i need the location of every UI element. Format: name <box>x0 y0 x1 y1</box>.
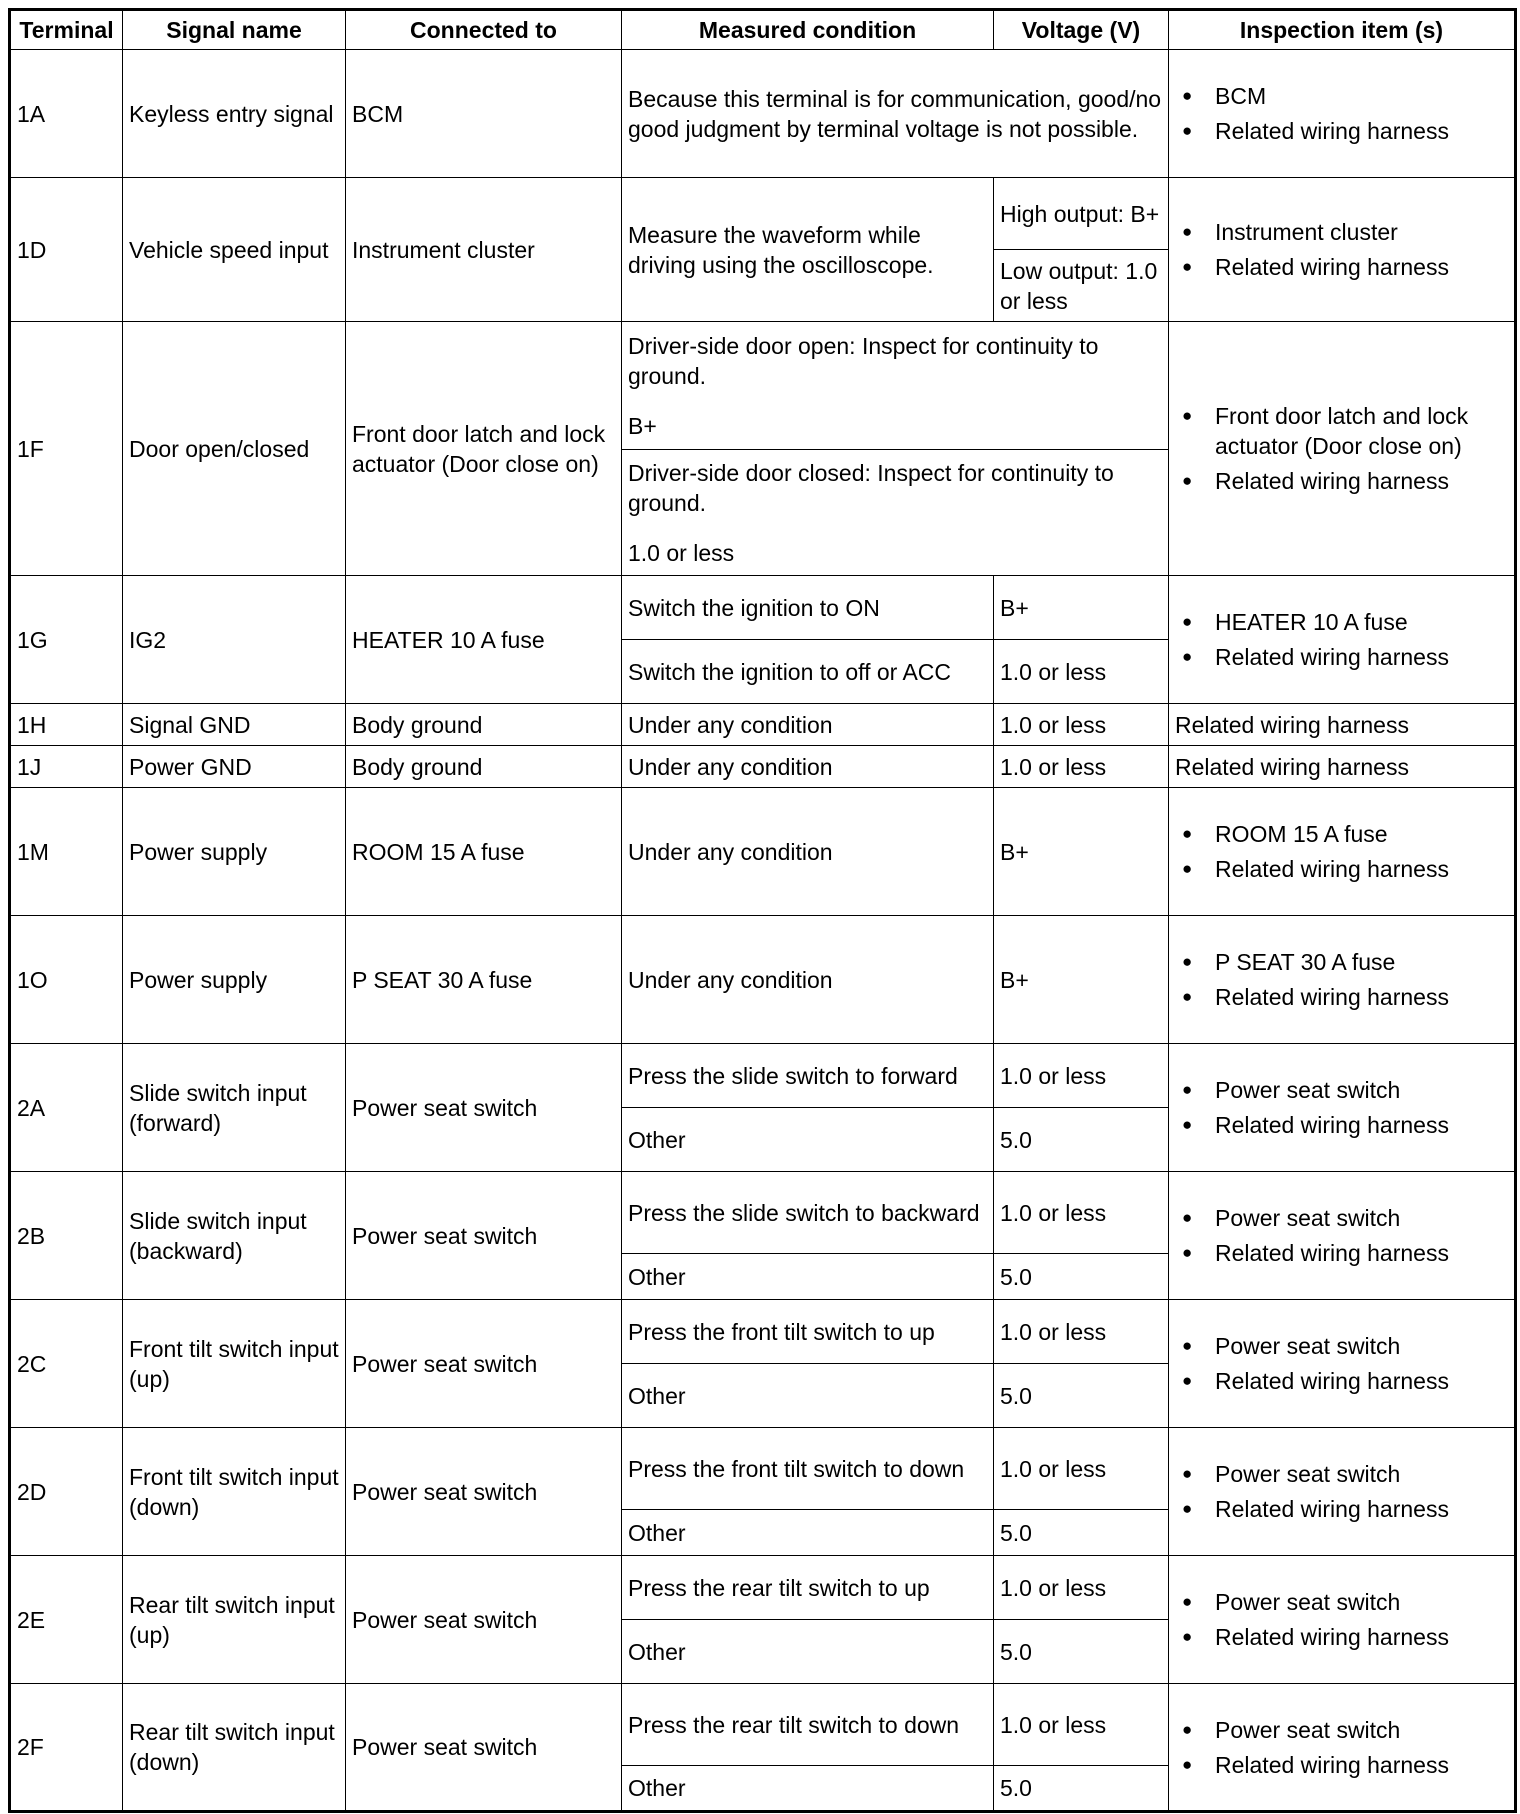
table-row <box>10 50 1516 178</box>
inspection-item: ● Power seat switch <box>1215 1587 1508 1617</box>
signal-name-cell: Door open/closed <box>123 322 346 576</box>
signal-name-cell: Signal GND <box>123 704 346 746</box>
voltage-cell: 1.0 or less <box>994 704 1169 746</box>
inspection-item: ● Instrument cluster <box>1215 217 1508 247</box>
terminal-cell: 1M <box>10 788 123 916</box>
condition-cell: Switch the ignition to off or ACC <box>622 640 994 704</box>
terminal-voltage-table <box>8 8 1517 1813</box>
table-row <box>10 322 1516 450</box>
condition-cell: Other <box>622 1108 994 1172</box>
inspection-list <box>1175 947 1508 1012</box>
terminal-cell: 2B <box>10 1172 123 1300</box>
condition-cell: Measure the waveform while driving using the oscilloscope. <box>622 178 994 322</box>
inspection-list <box>1175 607 1508 672</box>
condition-cell: Under any condition <box>622 916 994 1044</box>
voltage-cell: 1.0 or less <box>994 1044 1169 1108</box>
condition-cell: Other <box>622 1510 994 1556</box>
connected-to-cell: Power seat switch <box>346 1556 622 1684</box>
inspection-list <box>1175 81 1508 146</box>
condition-cell <box>622 450 1169 576</box>
voltage-cell: High output: B+ <box>994 178 1169 250</box>
table-row <box>10 916 1516 1044</box>
inspection-cell <box>1169 1684 1516 1812</box>
inspection-item: ● Power seat switch <box>1215 1331 1508 1361</box>
inspection-item: ● Related wiring harness <box>1215 1366 1508 1396</box>
table-row <box>10 1684 1516 1766</box>
condition-cell: Press the slide switch to backward <box>622 1172 994 1254</box>
inspection-item: ● Related wiring harness <box>1215 466 1508 496</box>
condition-cell: Switch the ignition to ON <box>622 576 994 640</box>
connected-to-cell: HEATER 10 A fuse <box>346 576 622 704</box>
inspection-list <box>1175 1587 1508 1652</box>
table-row <box>10 1300 1516 1364</box>
inspection-cell <box>1169 1428 1516 1556</box>
voltage-text: B+ <box>628 412 657 439</box>
header-inspection-items: Inspection item (s) <box>1169 10 1516 50</box>
inspection-list <box>1175 1203 1508 1268</box>
header-row <box>10 10 1516 50</box>
voltage-cell: 1.0 or less <box>994 1172 1169 1254</box>
inspection-cell <box>1169 788 1516 916</box>
terminal-cell: 1A <box>10 50 123 178</box>
table-row <box>10 576 1516 640</box>
voltage-cell: B+ <box>994 576 1169 640</box>
connected-to-cell: Instrument cluster <box>346 178 622 322</box>
voltage-cell: 5.0 <box>994 1254 1169 1300</box>
table-row <box>10 746 1516 788</box>
voltage-cell: 1.0 or less <box>994 1556 1169 1620</box>
signal-name-cell: Vehicle speed input <box>123 178 346 322</box>
connected-to-cell: Power seat switch <box>346 1684 622 1812</box>
signal-name-cell: Keyless entry signal <box>123 50 346 178</box>
condition-cell: Under any condition <box>622 788 994 916</box>
inspection-item: ● P SEAT 30 A fuse <box>1215 947 1508 977</box>
condition-cell: Press the front tilt switch to up <box>622 1300 994 1364</box>
condition-cell <box>622 322 1169 450</box>
inspection-cell <box>1169 916 1516 1044</box>
voltage-cell: 1.0 or less <box>994 746 1169 788</box>
inspection-cell: Related wiring harness <box>1169 704 1516 746</box>
voltage-text: 1.0 or less <box>628 539 735 566</box>
condition-cell: Under any condition <box>622 704 994 746</box>
condition-text: Driver-side door open: Inspect for continuity to ground. <box>628 332 1099 389</box>
header-measured-condition: Measured condition <box>622 10 994 50</box>
table-row <box>10 788 1516 916</box>
signal-name-cell: Power supply <box>123 788 346 916</box>
inspection-item: ● Front door latch and lock actuator (Door close on) <box>1215 401 1508 461</box>
connected-to-cell: Power seat switch <box>346 1044 622 1172</box>
inspection-cell <box>1169 1556 1516 1684</box>
voltage-cell: B+ <box>994 916 1169 1044</box>
condition-cell: Press the slide switch to forward <box>622 1044 994 1108</box>
inspection-cell <box>1169 1044 1516 1172</box>
terminal-cell: 2F <box>10 1684 123 1812</box>
condition-cell: Other <box>622 1364 994 1428</box>
inspection-item: ● Related wiring harness <box>1215 1494 1508 1524</box>
terminal-cell: 2A <box>10 1044 123 1172</box>
voltage-cell: 1.0 or less <box>994 1428 1169 1510</box>
inspection-cell: Related wiring harness <box>1169 746 1516 788</box>
inspection-cell <box>1169 178 1516 322</box>
inspection-cell <box>1169 50 1516 178</box>
inspection-list <box>1175 401 1508 496</box>
connected-to-cell: Power seat switch <box>346 1172 622 1300</box>
connected-to-cell: Body ground <box>346 704 622 746</box>
terminal-cell: 1H <box>10 704 123 746</box>
voltage-cell: 1.0 or less <box>994 1300 1169 1364</box>
inspection-list <box>1175 1459 1508 1524</box>
voltage-cell: 5.0 <box>994 1108 1169 1172</box>
inspection-item: ● Related wiring harness <box>1215 854 1508 884</box>
connected-to-cell: P SEAT 30 A fuse <box>346 916 622 1044</box>
terminal-cell: 1D <box>10 178 123 322</box>
table-row <box>10 1172 1516 1254</box>
inspection-list <box>1175 217 1508 282</box>
inspection-list <box>1175 1075 1508 1140</box>
signal-name-cell: Rear tilt switch input (down) <box>123 1684 346 1812</box>
inspection-item: ● Related wiring harness <box>1215 252 1508 282</box>
inspection-item: ● Related wiring harness <box>1215 1750 1508 1780</box>
inspection-cell <box>1169 1300 1516 1428</box>
connected-to-cell: Power seat switch <box>346 1300 622 1428</box>
inspection-cell <box>1169 1172 1516 1300</box>
table-row <box>10 704 1516 746</box>
signal-name-cell: Power supply <box>123 916 346 1044</box>
signal-name-cell: Slide switch input (forward) <box>123 1044 346 1172</box>
inspection-list <box>1175 819 1508 884</box>
inspection-item: ● Related wiring harness <box>1215 642 1508 672</box>
terminal-cell: 2E <box>10 1556 123 1684</box>
inspection-item: ● Related wiring harness <box>1215 1622 1508 1652</box>
signal-name-cell: IG2 <box>123 576 346 704</box>
signal-name-cell: Rear tilt switch input (up) <box>123 1556 346 1684</box>
signal-name-cell: Slide switch input (backward) <box>123 1172 346 1300</box>
condition-text: Driver-side door closed: Inspect for continuity to ground. <box>628 459 1114 516</box>
header-voltage: Voltage (V) <box>994 10 1169 50</box>
connected-to-cell: Front door latch and lock actuator (Door close on) <box>346 322 622 576</box>
condition-note-cell: Because this terminal is for communication, good/no good judgment by terminal voltage is not possible. <box>622 50 1169 178</box>
inspection-list <box>1175 1715 1508 1780</box>
connected-to-cell: ROOM 15 A fuse <box>346 788 622 916</box>
inspection-item: ● ROOM 15 A fuse <box>1215 819 1508 849</box>
voltage-cell: B+ <box>994 788 1169 916</box>
inspection-cell <box>1169 322 1516 576</box>
connected-to-cell: Power seat switch <box>346 1428 622 1556</box>
voltage-cell: Low output: 1.0 or less <box>994 250 1169 322</box>
connected-to-cell: BCM <box>346 50 622 178</box>
condition-cell: Press the rear tilt switch to down <box>622 1684 994 1766</box>
table-row <box>10 178 1516 250</box>
voltage-cell: 5.0 <box>994 1510 1169 1556</box>
condition-cell: Press the front tilt switch to down <box>622 1428 994 1510</box>
header-connected-to: Connected to <box>346 10 622 50</box>
condition-cell: Under any condition <box>622 746 994 788</box>
inspection-item: ● HEATER 10 A fuse <box>1215 607 1508 637</box>
inspection-item: ● Power seat switch <box>1215 1203 1508 1233</box>
header-terminal: Terminal <box>10 10 123 50</box>
signal-name-cell: Front tilt switch input (up) <box>123 1300 346 1428</box>
inspection-item: ● Power seat switch <box>1215 1075 1508 1105</box>
header-signal-name: Signal name <box>123 10 346 50</box>
inspection-item: ● Related wiring harness <box>1215 982 1508 1012</box>
inspection-item: ● Related wiring harness <box>1215 1238 1508 1268</box>
condition-cell: Press the rear tilt switch to up <box>622 1556 994 1620</box>
inspection-item: ● Related wiring harness <box>1215 116 1508 146</box>
terminal-cell: 1F <box>10 322 123 576</box>
voltage-cell: 5.0 <box>994 1620 1169 1684</box>
terminal-cell: 2C <box>10 1300 123 1428</box>
terminal-cell: 1J <box>10 746 123 788</box>
inspection-item: ● Power seat switch <box>1215 1715 1508 1745</box>
inspection-list <box>1175 1331 1508 1396</box>
voltage-cell: 5.0 <box>994 1364 1169 1428</box>
condition-cell: Other <box>622 1766 994 1812</box>
table-row <box>10 1044 1516 1108</box>
table-row <box>10 1428 1516 1510</box>
voltage-cell: 5.0 <box>994 1766 1169 1812</box>
condition-cell: Other <box>622 1620 994 1684</box>
connected-to-cell: Body ground <box>346 746 622 788</box>
voltage-cell: 1.0 or less <box>994 1684 1169 1766</box>
condition-cell: Other <box>622 1254 994 1300</box>
terminal-cell: 1O <box>10 916 123 1044</box>
inspection-item: ● Related wiring harness <box>1215 1110 1508 1140</box>
signal-name-cell: Front tilt switch input (down) <box>123 1428 346 1556</box>
terminal-cell: 2D <box>10 1428 123 1556</box>
voltage-cell: 1.0 or less <box>994 640 1169 704</box>
inspection-item: ● Power seat switch <box>1215 1459 1508 1489</box>
inspection-item: ● BCM <box>1215 81 1508 111</box>
table-row <box>10 1556 1516 1620</box>
signal-name-cell: Power GND <box>123 746 346 788</box>
terminal-cell: 1G <box>10 576 123 704</box>
inspection-cell <box>1169 576 1516 704</box>
